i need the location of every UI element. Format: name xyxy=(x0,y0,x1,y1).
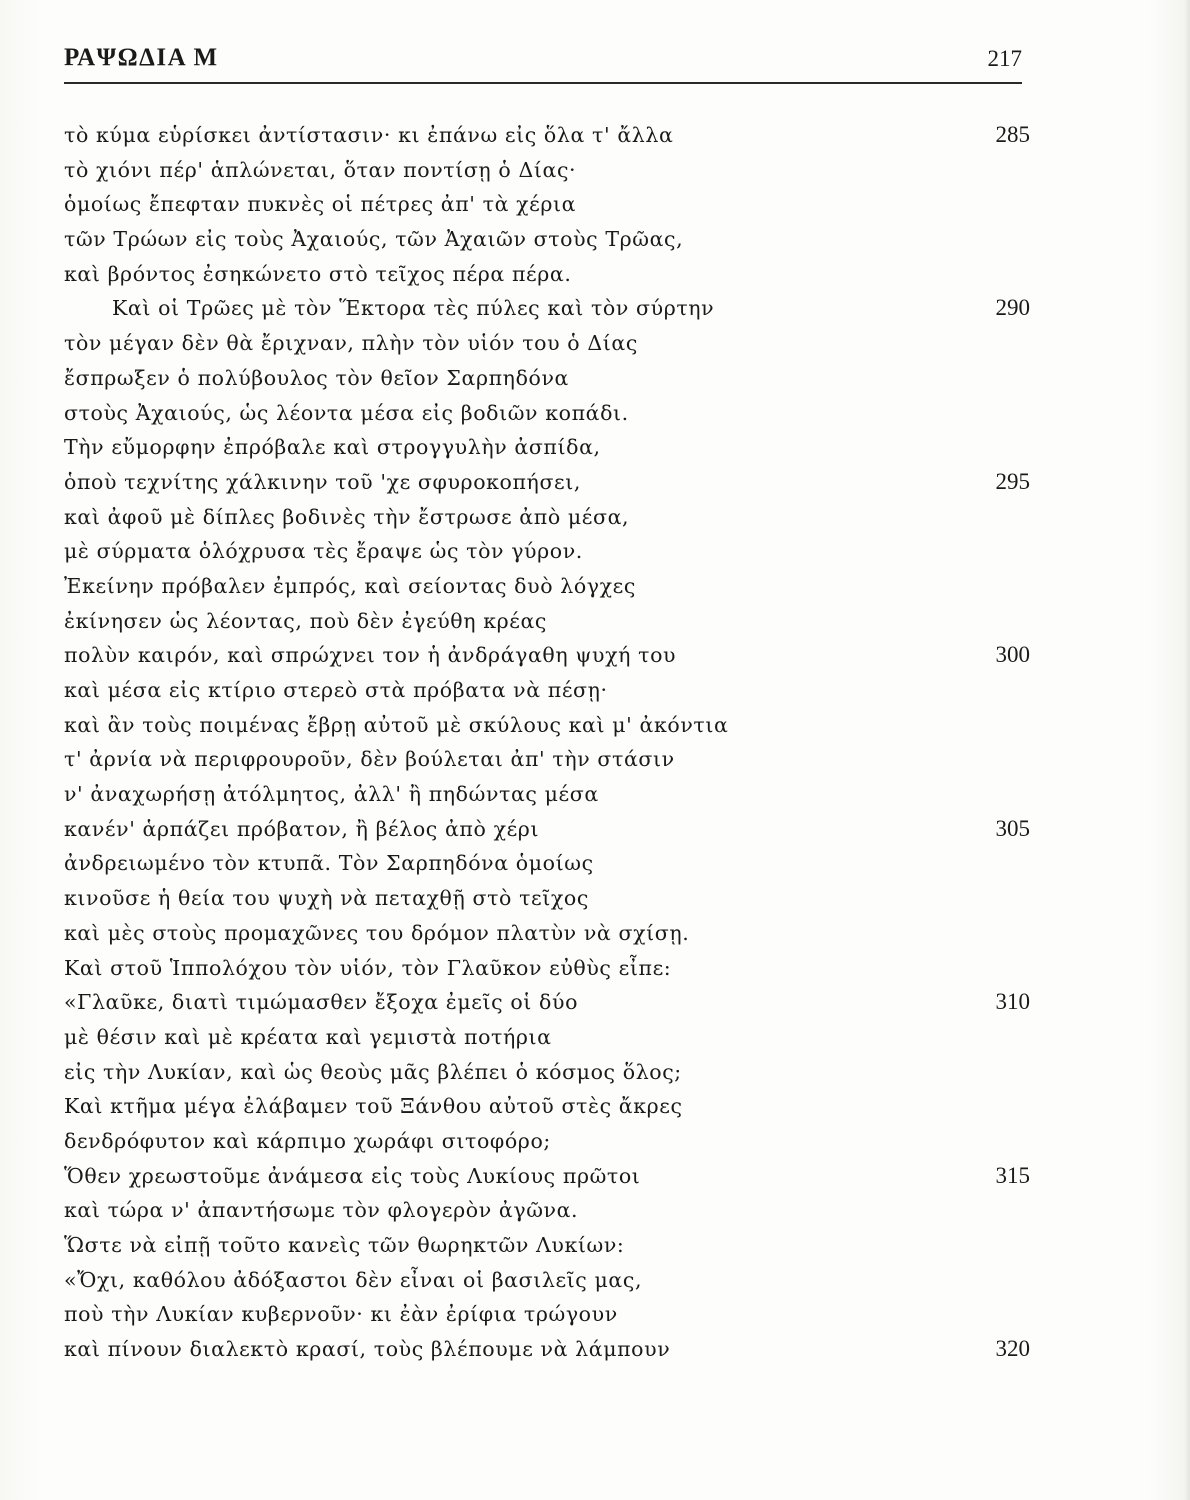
line-number: 320 xyxy=(995,1336,1030,1362)
verse-text: στοὺς Ἀχαιούς, ὡς λέοντα μέσα εἰς βοδιῶν κοπάδι. xyxy=(64,400,629,425)
verse-text: ἔσπρωξεν ὁ πολύβουλος τὸν θεῖον Σαρπηδόνα xyxy=(64,365,569,390)
verse-text: Τὴν εὔμορφην ἐπρόβαλε καὶ στρογγυλὴν ἀσπίδα, xyxy=(64,435,601,460)
line-number: 290 xyxy=(995,295,1030,321)
verse-text: Καὶ οἱ Τρῶες μὲ τὸν Ἕκτορα τὲς πύλες καὶ τὸν σύρτην xyxy=(112,296,715,321)
verse-text: μὲ σύρματα ὁλόχρυσα τὲς ἔραψε ὡς τὸν γύρον. xyxy=(64,539,583,564)
line-number: 295 xyxy=(995,468,1030,494)
verse-text: τὸν μέγαν δὲν θὰ ἔριχναν, πλὴν τὸν υἱόν του ὁ Δίας xyxy=(64,331,638,356)
verse-line xyxy=(64,1228,1030,1263)
line-number: 300 xyxy=(995,642,1030,668)
header-rule xyxy=(64,82,1022,84)
verse-line xyxy=(64,985,1030,1020)
verse-line xyxy=(64,812,1030,847)
verse-text: καὶ ἀφοῦ μὲ δίπλες βοδινὲς τὴν ἔστρωσε ἀπὸ μέσα, xyxy=(64,504,630,529)
verse-line xyxy=(64,742,1030,777)
verse-line xyxy=(64,187,1030,222)
verse-text: καὶ πίνουν διαλεκτὸ κρασί, τοὺς βλέπουμε νὰ λάμπουν xyxy=(64,1337,671,1362)
verse-line xyxy=(64,1020,1030,1055)
verse-line xyxy=(64,1263,1030,1298)
verse-line xyxy=(64,465,1030,500)
verse-line xyxy=(64,604,1030,639)
verse-line xyxy=(64,118,1030,153)
verse-line xyxy=(64,1297,1030,1332)
verse-text: μὲ θέσιν καὶ μὲ κρέατα καὶ γεμιστὰ ποτήρια xyxy=(64,1024,552,1049)
verse-text: Ὅθεν χρεωστοῦμε ἀνάμεσα εἰς τοὺς Λυκίους πρῶτοι xyxy=(64,1163,641,1188)
verse-line xyxy=(64,222,1030,257)
verse-text: ὁποὺ τεχνίτης χάλκινην τοῦ 'χε σφυροκοπήσει, xyxy=(64,469,582,494)
verse-line xyxy=(64,534,1030,569)
verse-text: τὸ κύμα εὑρίσκει ἀντίστασιν· κι ἐπάνω εἰς ὅλα τ' ἄλλα xyxy=(64,123,674,147)
verse-text: Ὥστε νὰ εἰπῇ τοῦτο κανεὶς τῶν θωρηκτῶν Λυκίων: xyxy=(64,1233,625,1257)
verse-text: κανέν' ἁρπάζει πρόβατον, ἢ βέλος ἀπὸ χέρι xyxy=(64,816,540,841)
verse-line xyxy=(64,1089,1030,1124)
verse-line xyxy=(64,846,1030,881)
verse-line xyxy=(64,673,1030,708)
verse-text: καὶ τώρα ν' ἀπαντήσωμε τὸν φλογερὸν ἀγῶνα. xyxy=(64,1198,579,1223)
verse-text: Καὶ κτῆμα μέγα ἐλάβαμεν τοῦ Ξάνθου αὐτοῦ στὲς ἄκρες xyxy=(64,1094,683,1119)
verse-text: καὶ μέσα εἰς κτίριο στερεὸ στὰ πρόβατα νὰ πέσῃ· xyxy=(64,678,608,702)
verse-line xyxy=(64,396,1030,431)
verse-text: τῶν Τρώων εἰς τοὺς Ἀχαιούς, τῶν Ἀχαιῶν στοὺς Τρῶας, xyxy=(64,227,684,252)
verse-text: ὁμοίως ἔπεφταν πυκνὲς οἱ πέτρες ἀπ' τὰ χέρια xyxy=(64,192,577,217)
verse-line xyxy=(64,708,1030,743)
verse-text: καὶ ἂν τοὺς ποιμένας ἔβρῃ αὐτοῦ μὲ σκύλους καὶ μ' ἀκόντια xyxy=(64,712,729,737)
line-number: 315 xyxy=(995,1162,1030,1188)
verse-line xyxy=(64,951,1030,986)
line-number: 285 xyxy=(995,122,1030,147)
verse-line xyxy=(64,1193,1030,1228)
page-number: 217 xyxy=(987,46,1022,71)
verse-text: τὸ χιόνι πέρ' ἁπλώνεται, ὅταν ποντίσῃ ὁ Δίας· xyxy=(64,157,577,182)
verse-line xyxy=(64,638,1030,673)
verse-line xyxy=(64,361,1030,396)
page-edge-shadow xyxy=(1184,0,1190,1500)
verse-line xyxy=(64,916,1030,951)
verse-line xyxy=(64,500,1030,535)
verse-text: καὶ μὲς στοὺς προμαχῶνες του δρόμον πλατὺν νὰ σχίσῃ. xyxy=(64,920,690,945)
verse-text: ν' ἀναχωρήσῃ ἀτόλμητος, ἀλλ' ἢ πηδώντας μέσα xyxy=(64,782,599,807)
verse-text: Καὶ στοῦ Ἱππολόχου τὸν υἱόν, τὸν Γλαῦκον εὐθὺς εἶπε: xyxy=(64,955,672,980)
book-title: ΡΑΨΩΔΙΑ Μ xyxy=(64,44,219,71)
verse-line xyxy=(64,257,1030,292)
running-head xyxy=(64,44,1022,80)
verse-text: πολὺν καιρόν, καὶ σπρώχνει τον ἡ ἀνδράγαθη ψυχή του xyxy=(64,643,677,668)
verse-text: εἰς τὴν Λυκίαν, καὶ ὡς θεοὺς μᾶς βλέπει ὁ κόσμος ὅλος; xyxy=(64,1059,682,1084)
verse-line xyxy=(64,1055,1030,1090)
verse-text: τ' ἀρνία νὰ περιφρουροῦν, δὲν βούλεται ἀπ' τὴν στάσιν xyxy=(64,747,675,772)
verse-line xyxy=(64,569,1030,604)
verse-text: ποὺ τὴν Λυκίαν κυβερνοῦν· κι ἐὰν ἐρίφια τρώγουν xyxy=(64,1302,618,1327)
verse-line xyxy=(64,326,1030,361)
verse-block xyxy=(64,118,1030,1367)
line-number: 310 xyxy=(995,989,1030,1015)
verse-text: «Γλαῦκε, διατὶ τιμώμασθεν ἔξοχα ἐμεῖς οἱ δύο xyxy=(64,990,579,1015)
verse-line xyxy=(64,1159,1030,1194)
verse-line xyxy=(64,1332,1030,1367)
verse-line xyxy=(64,881,1030,916)
verse-text: Ἐκείνην πρόβαλεν ἐμπρός, καὶ σείοντας δυὸ λόγχες xyxy=(64,573,636,598)
verse-line xyxy=(64,291,1030,326)
verse-line xyxy=(64,1124,1030,1159)
verse-text: δενδρόφυτον καὶ κάρπιμο χωράφι σιτοφόρο; xyxy=(64,1128,551,1153)
verse-line xyxy=(64,777,1030,812)
verse-text: καὶ βρόντος ἐσηκώνετο στὸ τεῖχος πέρα πέρα. xyxy=(64,261,572,286)
line-number: 305 xyxy=(995,815,1030,841)
verse-text: «Ὄχι, καθόλου ἀδόξαστοι δὲν εἶναι οἱ βασιλεῖς μας, xyxy=(64,1267,643,1292)
verse-text: κινοῦσε ἡ θεία του ψυχὴ νὰ πεταχθῇ στὸ τεῖχος xyxy=(64,886,589,911)
verse-line xyxy=(64,153,1030,188)
verse-text: ἐκίνησεν ὡς λέοντας, ποὺ δὲν ἐγεύθη κρέας xyxy=(64,608,548,633)
verse-text: ἀνδρειωμένο τὸν κτυπᾶ. Τὸν Σαρπηδόνα ὁμοίως xyxy=(64,851,594,876)
verse-line xyxy=(64,430,1030,465)
